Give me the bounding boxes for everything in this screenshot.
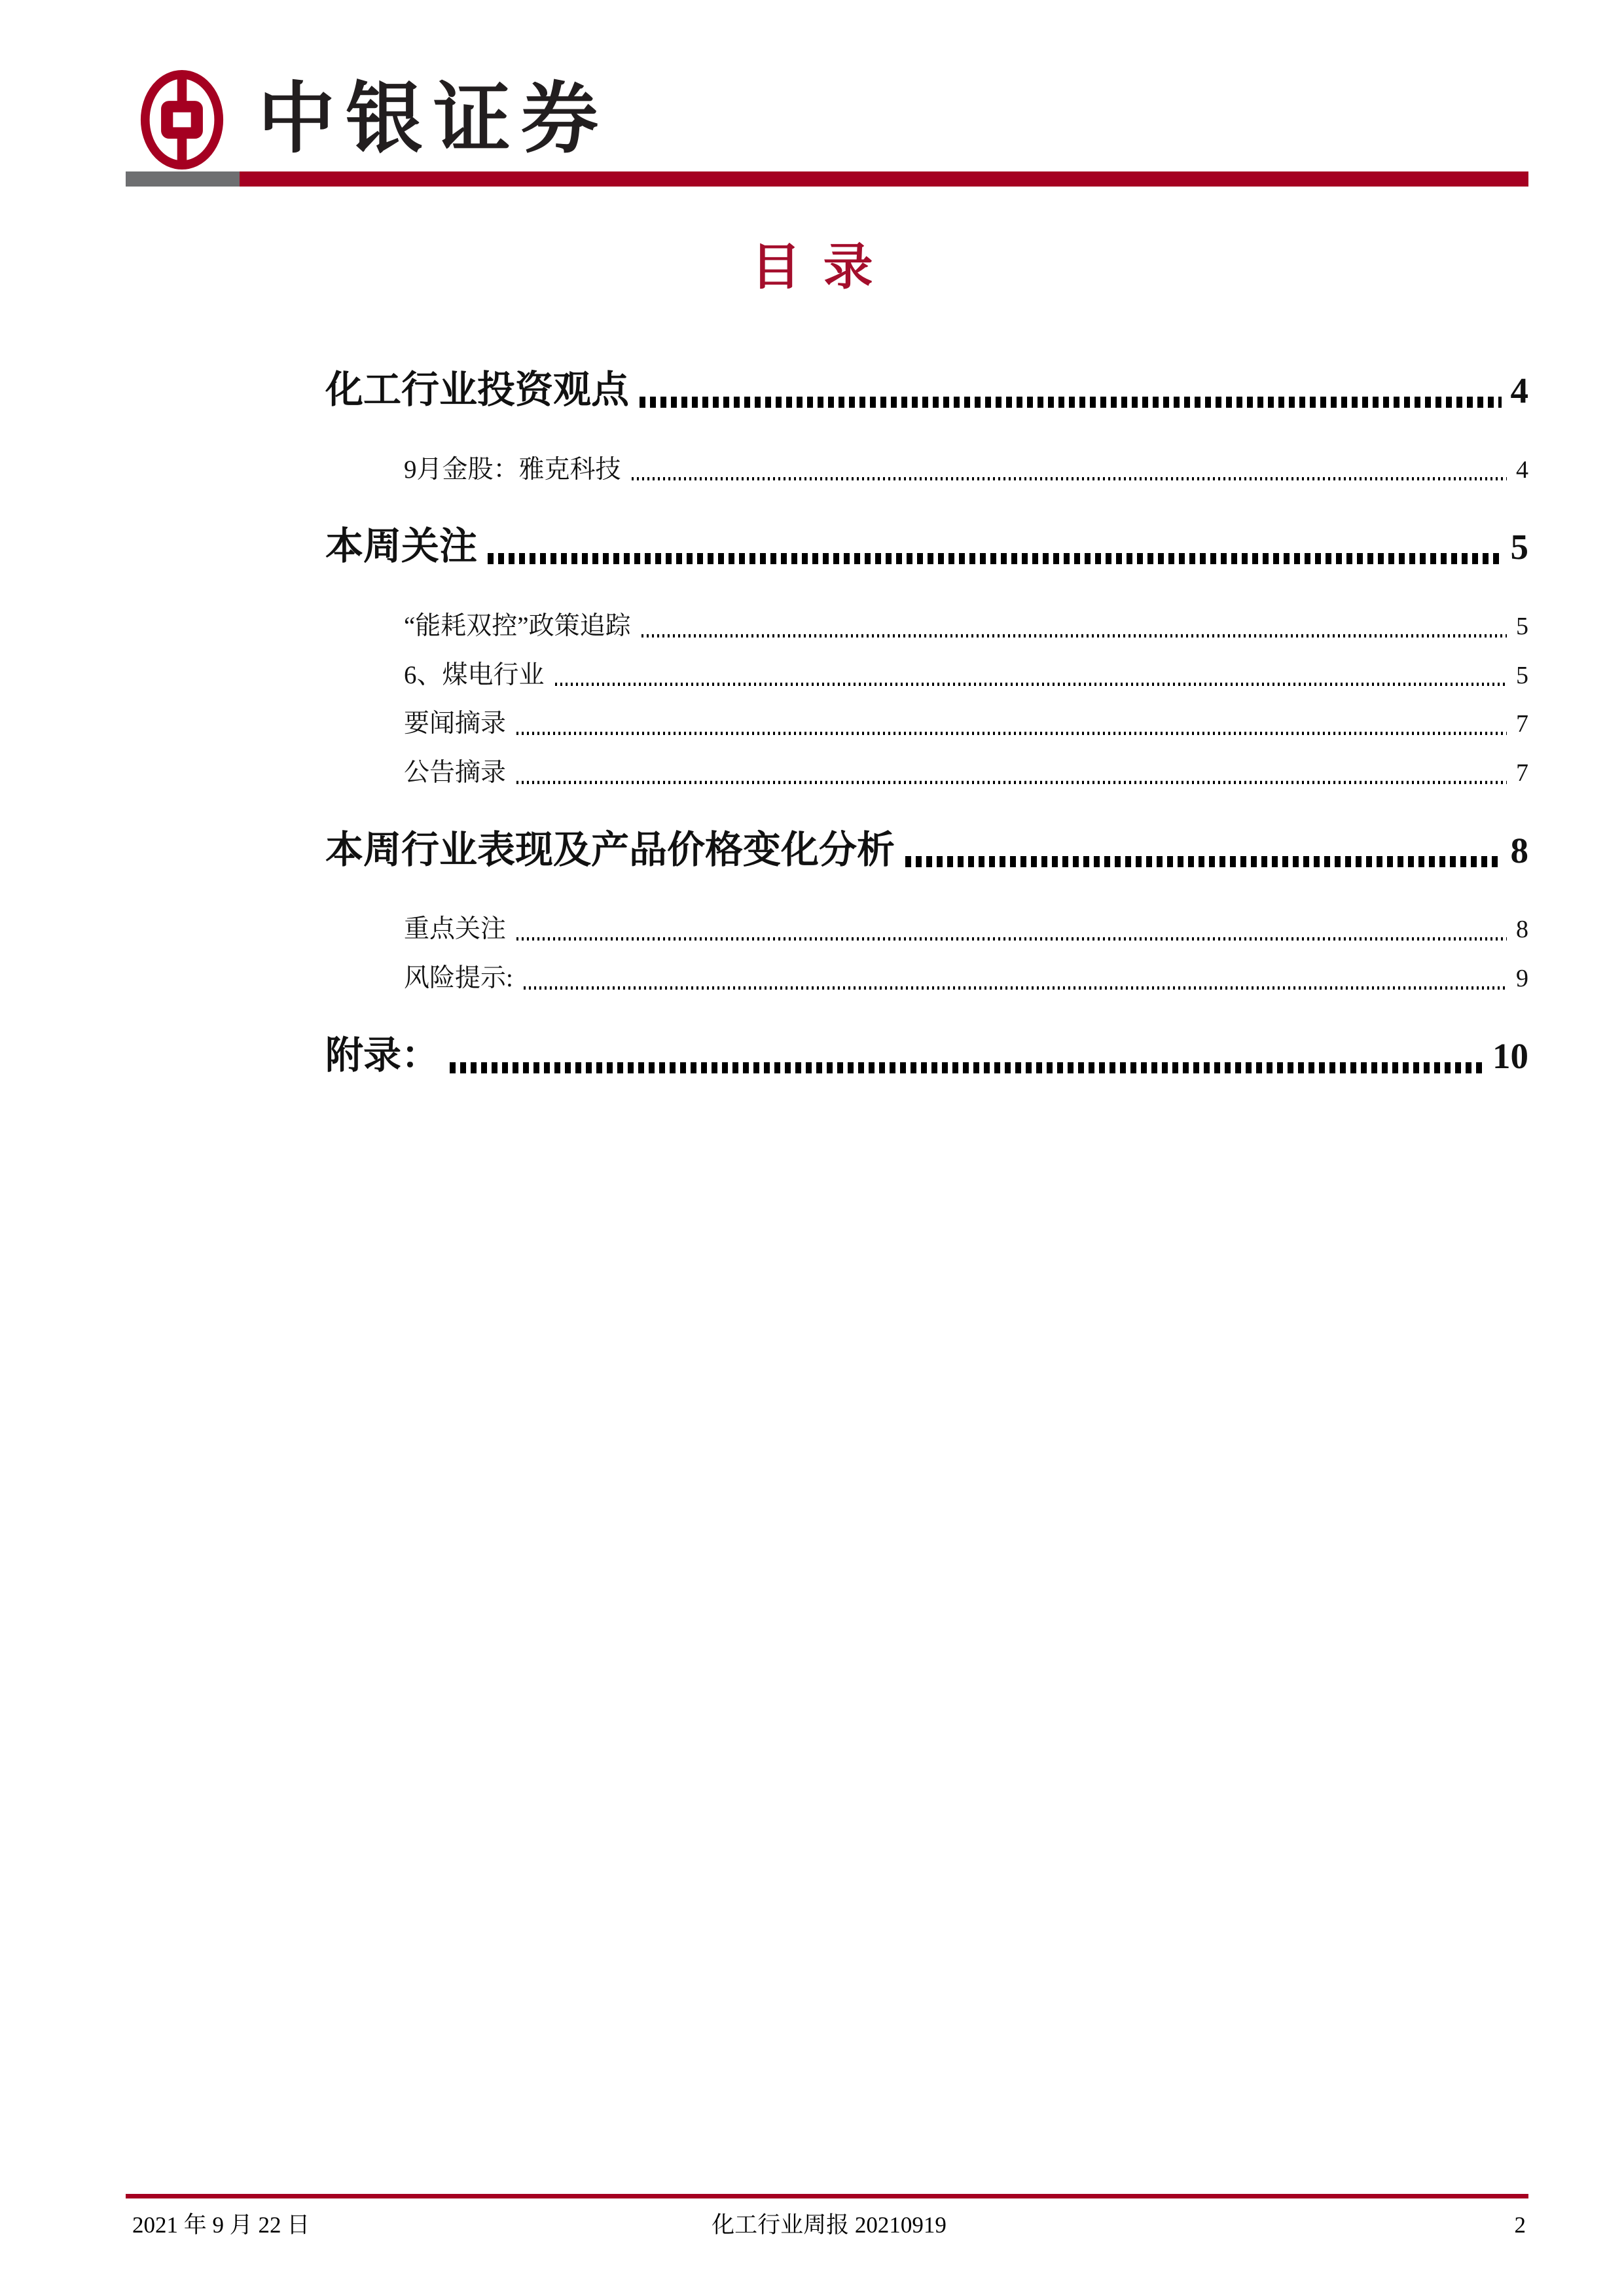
toc-entry-label[interactable]: 6、煤电行业 bbox=[404, 660, 545, 689]
toc-entry[interactable] bbox=[325, 1032, 1528, 1080]
toc-entry-label[interactable]: 要闻摘录 bbox=[404, 709, 507, 738]
toc-entry[interactable] bbox=[325, 455, 1528, 486]
toc-entry[interactable] bbox=[325, 367, 1528, 414]
toc-entry-label[interactable]: 本周关注 bbox=[325, 525, 478, 568]
toc-entry[interactable] bbox=[325, 963, 1528, 994]
toc-leader-dots bbox=[524, 986, 1507, 990]
toc-entry[interactable] bbox=[325, 827, 1528, 874]
toc-entry-page: 4 bbox=[1516, 456, 1528, 484]
toc-entry[interactable] bbox=[325, 660, 1528, 691]
toc-entry-label[interactable]: 化工行业投资观点 bbox=[325, 368, 630, 411]
toc-leader-dots bbox=[640, 397, 1501, 408]
toc-entry-label[interactable]: “能耗双控”政策追踪 bbox=[404, 611, 631, 640]
brand-name: 中银证券 bbox=[258, 76, 609, 162]
toc-entry-label[interactable]: 公告摘录 bbox=[404, 759, 507, 787]
footer-divider bbox=[126, 2194, 1528, 2198]
toc-list bbox=[325, 367, 1528, 1080]
toc-leader-dots bbox=[905, 856, 1501, 867]
toc-leader-dots bbox=[632, 477, 1507, 480]
toc-entry-label[interactable]: 附录： bbox=[325, 1034, 440, 1077]
toc-leader-dots bbox=[516, 937, 1507, 941]
toc-entry[interactable] bbox=[325, 709, 1528, 740]
toc-entry-page: 8 bbox=[1516, 916, 1528, 944]
toc-leader-dots bbox=[555, 683, 1507, 686]
boc-emblem-icon bbox=[132, 70, 232, 170]
toc-entry-page: 10 bbox=[1492, 1036, 1528, 1077]
footer-date: 2021 年 9 月 22 日 bbox=[132, 2212, 310, 2238]
toc-entry-page: 5 bbox=[1510, 527, 1528, 567]
toc-entry-page: 7 bbox=[1516, 759, 1528, 787]
toc-entry-label[interactable]: 重点关注 bbox=[404, 915, 507, 944]
toc-entry-label[interactable]: 9月金股：雅克科技 bbox=[404, 455, 621, 484]
toc-entry[interactable] bbox=[325, 611, 1528, 642]
toc-entry[interactable] bbox=[325, 914, 1528, 945]
toc-entry-page: 8 bbox=[1510, 830, 1528, 870]
footer-report-title: 化工行业周报 20210919 bbox=[712, 2212, 947, 2238]
toc-entry-page: 7 bbox=[1516, 710, 1528, 738]
toc-entry-label[interactable]: 本周行业表现及产品价格变化分析 bbox=[325, 828, 895, 871]
toc-entry-page: 4 bbox=[1510, 370, 1528, 410]
toc-entry-page: 9 bbox=[1516, 965, 1528, 993]
toc-entry[interactable] bbox=[325, 758, 1528, 789]
footer-row bbox=[126, 2207, 1528, 2240]
toc-leader-dots bbox=[516, 732, 1507, 735]
header-divider-bar bbox=[126, 171, 1528, 187]
toc-entry-page: 5 bbox=[1516, 661, 1528, 689]
toc-leader-dots bbox=[641, 634, 1507, 637]
toc-entry-page: 5 bbox=[1516, 612, 1528, 640]
brand-logo-row bbox=[132, 65, 609, 173]
toc-title: 目录 bbox=[751, 240, 895, 295]
toc-leader-dots bbox=[516, 781, 1507, 784]
footer-page-number: 2 bbox=[1514, 2212, 1526, 2238]
toc-entry[interactable] bbox=[325, 523, 1528, 571]
toc-leader-dots bbox=[450, 1062, 1483, 1073]
toc-entry-label[interactable]: 风险提示: bbox=[404, 964, 513, 993]
toc-leader-dots bbox=[488, 553, 1501, 564]
